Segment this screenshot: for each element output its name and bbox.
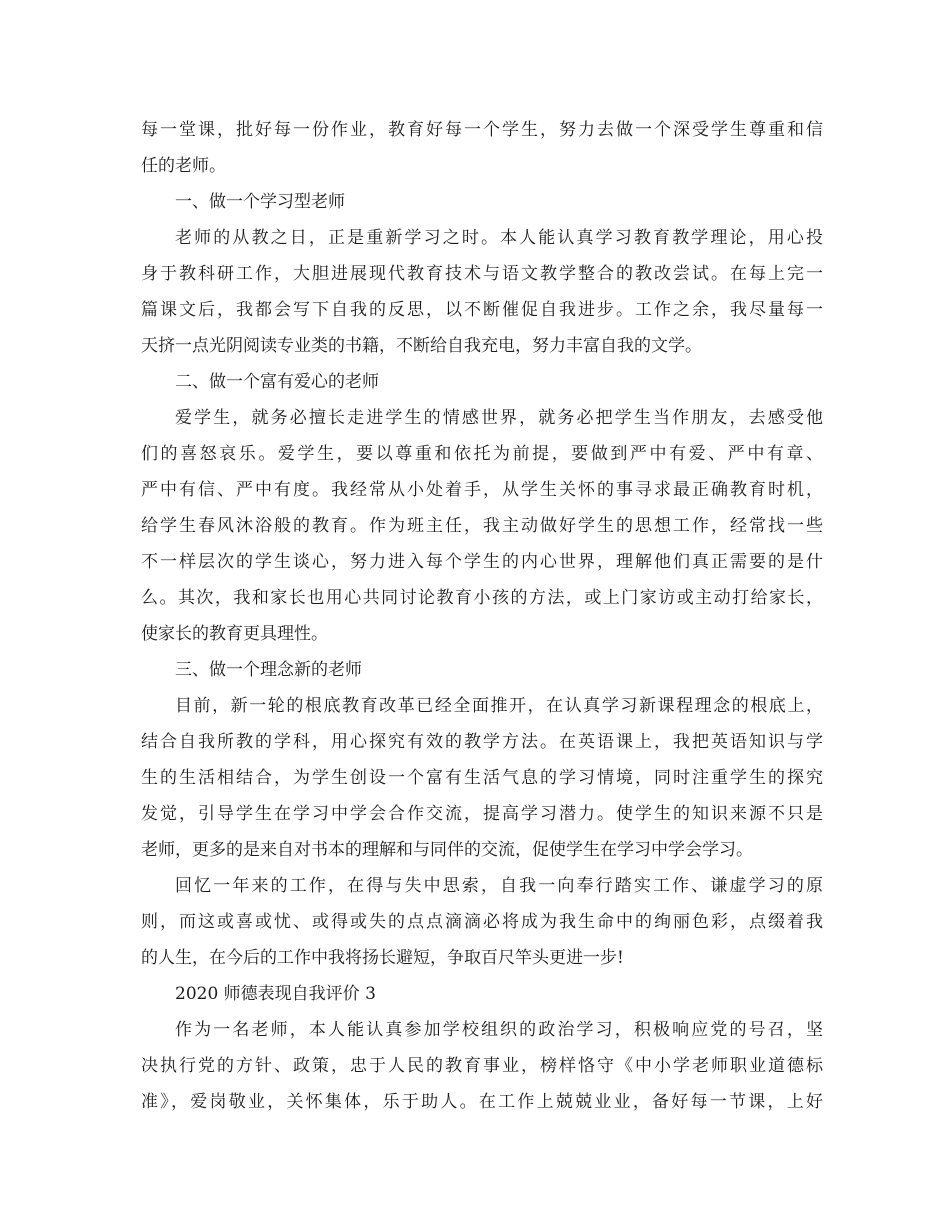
text-line: 每一堂课，批好每一份作业，教育好每一个学生，努力去做一个深受学生尊重和信 [141,120,823,140]
text-line: 目前，新一轮的根底教育改革已经全面推开，在认真学习新课程理念的根底上， [175,696,823,716]
text-line: 任的老师。 [141,156,226,176]
text-line: 严中有信、严中有度。我经常从小处着手，从学生关怀的事寻求最正确教育时机， [141,480,823,500]
text-line: 则，而这或喜或忧、或得或失的点点滴滴必将成为我生命中的绚丽色彩，点缀着我 [141,912,823,932]
text-line: 回忆一年来的工作，在得与失中思索，自我一向奉行踏实工作、谦虚学习的原 [175,876,823,896]
section-heading: 一、做一个学习型老师 [175,192,345,212]
text-line: 爱学生，就务必擅长走进学生的情感世界，就务必把学生当作朋友，去感受他 [175,408,823,428]
section-heading: 2020 师德表现自我评价 3 [175,984,376,1004]
text-line: 天挤一点光阴阅读专业类的书籍，不断给自我充电，努力丰富自我的文学。 [141,336,702,356]
text-line: 的人生，在今后的工作中我将扬长避短，争取百尺竿头更进一步! [141,948,624,968]
text-line: 生的生活相结合，为学生创设一个富有生活气息的学习情境，同时注重学生的探究 [141,768,823,788]
text-line: 么。其次，我和家长也用心共同讨论教育小孩的方法，或上门家访或主动打给家长， [141,588,823,608]
text-line: 使家长的教育更具理性。 [141,624,328,644]
text-line: 篇课文后，我都会写下自我的反思，以不断催促自我进步。工作之余，我尽量每一 [141,300,823,320]
text-line: 们的喜怒哀乐。爱学生，要以尊重和依托为前提，要做到严中有爱、严中有章、 [141,444,823,464]
text-line: 老师，更多的是来自对书本的理解和与同伴的交流，促使学生在学习中学会学习。 [141,840,753,860]
text-line: 老师的从教之日，正是重新学习之时。本人能认真学习教育教学理论，用心投 [175,228,823,248]
text-line: 发觉，引导学生在学习中学会合作交流，提高学习潜力。使学生的知识来源不只是 [141,804,823,824]
text-line: 准》，爱岗敬业，关怀集体，乐于助人。在工作上兢兢业业，备好每一节课，上好 [141,1092,823,1112]
section-heading: 二、做一个富有爱心的老师 [175,372,379,392]
text-line: 作为一名老师，本人能认真参加学校组织的政治学习，积极响应党的号召，坚 [175,1020,823,1040]
text-line: 给学生春风沐浴般的教育。作为班主任，我主动做好学生的思想工作，经常找一些 [141,516,823,536]
text-line: 身于教科研工作，大胆进展现代教育技术与语文教学整合的教改尝试。在每上完一 [141,264,823,284]
text-line: 不一样层次的学生谈心，努力进入每个学生的内心世界，理解他们真正需要的是什 [141,552,823,572]
section-heading: 三、做一个理念新的老师 [175,660,362,680]
text-line: 决执行党的方针、政策，忠于人民的教育事业，榜样恪守《中小学老师职业道德标 [141,1056,823,1076]
text-line: 结合自我所教的学科，用心探究有效的教学方法。在英语课上，我把英语知识与学 [141,732,823,752]
